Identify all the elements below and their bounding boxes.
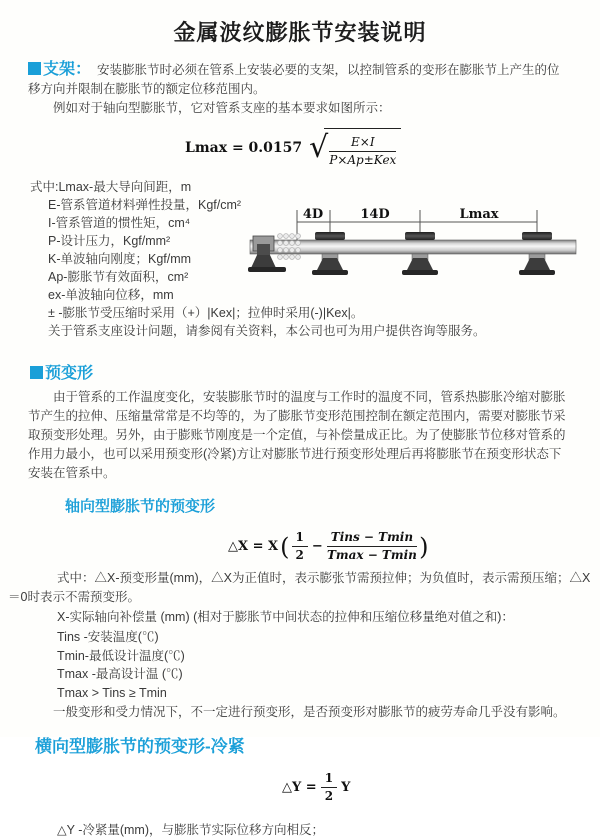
close-paren: ) — [419, 532, 429, 561]
preform-section-label: 预变形 — [45, 365, 94, 382]
axial-note: 一般变形和受力情况下，不一定进行预变形，是否预变形对膨胀节的疲劳寿命几乎没有影响。 — [53, 705, 566, 719]
definition-item: 关于管系支座设计问题，请参阅有关资料，本公司也可为用户提供咨询等服务。 — [48, 324, 486, 338]
formula-lmax-lhs: Lmax = 0.0157 — [185, 140, 303, 156]
lateral-subheading: 横向型膨胀节的预变形-冷紧 — [35, 737, 245, 756]
lateral-denominator: 2 — [324, 789, 334, 803]
formula-lmax — [185, 128, 600, 168]
temp-definition: Tmax -最高设计温 (℃) — [57, 667, 183, 681]
definition-item: Ap-膨胀节有效面积，cm² — [48, 270, 189, 284]
open-paren: ( — [280, 532, 290, 561]
definition-item: 式中:Lmax-最大导向间距，m — [30, 180, 192, 194]
formula-lateral-preform — [282, 771, 600, 804]
formula-axial-lhs: △X = X — [228, 539, 279, 554]
dimension-labels — [303, 207, 499, 222]
definitions-and-diagram — [30, 178, 600, 346]
formula-lmax-radicand — [324, 128, 401, 168]
formula-axial-preform — [228, 530, 600, 563]
temp-definition: Tmax > Tins ≥ Tmin — [57, 685, 167, 700]
dimension-label-lmax: Lmax — [459, 207, 499, 222]
support-example-line: 例如对于轴向型膨胀节，它对管系支座的基本要求如图所示： — [53, 101, 391, 115]
definition-item: P-设计压力，Kgf/mm² — [48, 234, 171, 248]
definition-item: I-管系管道的惯性矩，cm⁴ — [48, 216, 191, 230]
formula-lmax-numerator: E×I — [329, 135, 396, 152]
definition-item: ± -膨胀节受压缩时采用（+）|Kex|；拉伸时采用(-)|Kex|。 — [48, 306, 364, 320]
formula-lmax-denominator: P×Ap±Kex — [329, 153, 397, 167]
formula-lateral-lhs: △Y = — [282, 780, 317, 795]
temp-definition: Tins -安装温度(℃) — [57, 630, 159, 644]
temp-numerator: Tins − Tmin — [327, 530, 417, 547]
section-bullet-icon — [30, 366, 43, 379]
temp-denominator: Tmax − Tmin — [326, 548, 417, 562]
axial-explain-1: 式中：△X-预变形量(mm)，△X为正值时，表示膨张节需预拉伸；为负值时，表示需预压缩；△X＝0时表示不需预变形。 — [8, 571, 591, 604]
definition-item: K-单波轴向刚度；Kgf/mm — [48, 252, 192, 266]
definition-item: E-管系管道材料弹性投量，Kgf/cm² — [48, 198, 242, 212]
axial-subheading: 轴向型膨胀节的预变形 — [65, 498, 216, 515]
pipe-support-diagram — [243, 200, 585, 280]
half-denominator: 2 — [295, 548, 304, 562]
lateral-note: △Y -冷紧量(mm)，与膨胀节实际位移方向相反； — [57, 823, 325, 837]
temperature-definitions-list — [57, 628, 600, 702]
page-title: 金属波纹膨胀节安装说明 — [173, 20, 427, 45]
dimension-label-4d: 4D — [302, 207, 324, 222]
half-numerator: 1 — [292, 530, 308, 547]
minus-sign: − — [311, 539, 323, 554]
section-bullet-icon — [28, 62, 41, 75]
lateral-numerator: 1 — [321, 771, 337, 788]
support-section-label: 支架： — [43, 61, 92, 78]
support-section-paragraph — [28, 60, 572, 99]
preform-section-heading — [30, 360, 600, 383]
support-section-body: 安装膨胀节时必须在管系上安装必要的支架，以控制管系的变形在膨胀节上产生的位移方向并限制在膨胀节的额定位移范围内。 — [28, 63, 560, 96]
preform-paragraph: 由于管系的工作温度变化，安装膨胀节时的温度与工作时的温度不同，管系热膨胀冷缩对膨胀节产生的拉伸、压缩量常常是不均等的，为了膨胀节变形范围控制在额定范围内，需要对膨胀节采取预变形处理。另外，由于膨账节刚度是一个定值，与补偿量成正比。为了使膨胀节位移对管系的作用力最小，也可以采用预变形(冷紧)方让对膨胀节进行预变形处理后再将膨胀节在预变形状态下安装在管系中。 — [28, 390, 566, 480]
formula-lateral-rhs: Y — [341, 780, 351, 795]
temp-definition: Tmin-最低设计温度(℃) — [57, 648, 185, 663]
definition-item: ex-单波轴向位移，mm — [48, 288, 174, 302]
sqrt-symbol: √ — [309, 130, 329, 165]
dimension-label-14d: 14D — [360, 207, 390, 222]
axial-explain-2: X-实际轴向补偿量 (mm) (相对于膨胀节中间状态的拉伸和压缩位移量绝对值之和)： — [57, 610, 514, 624]
